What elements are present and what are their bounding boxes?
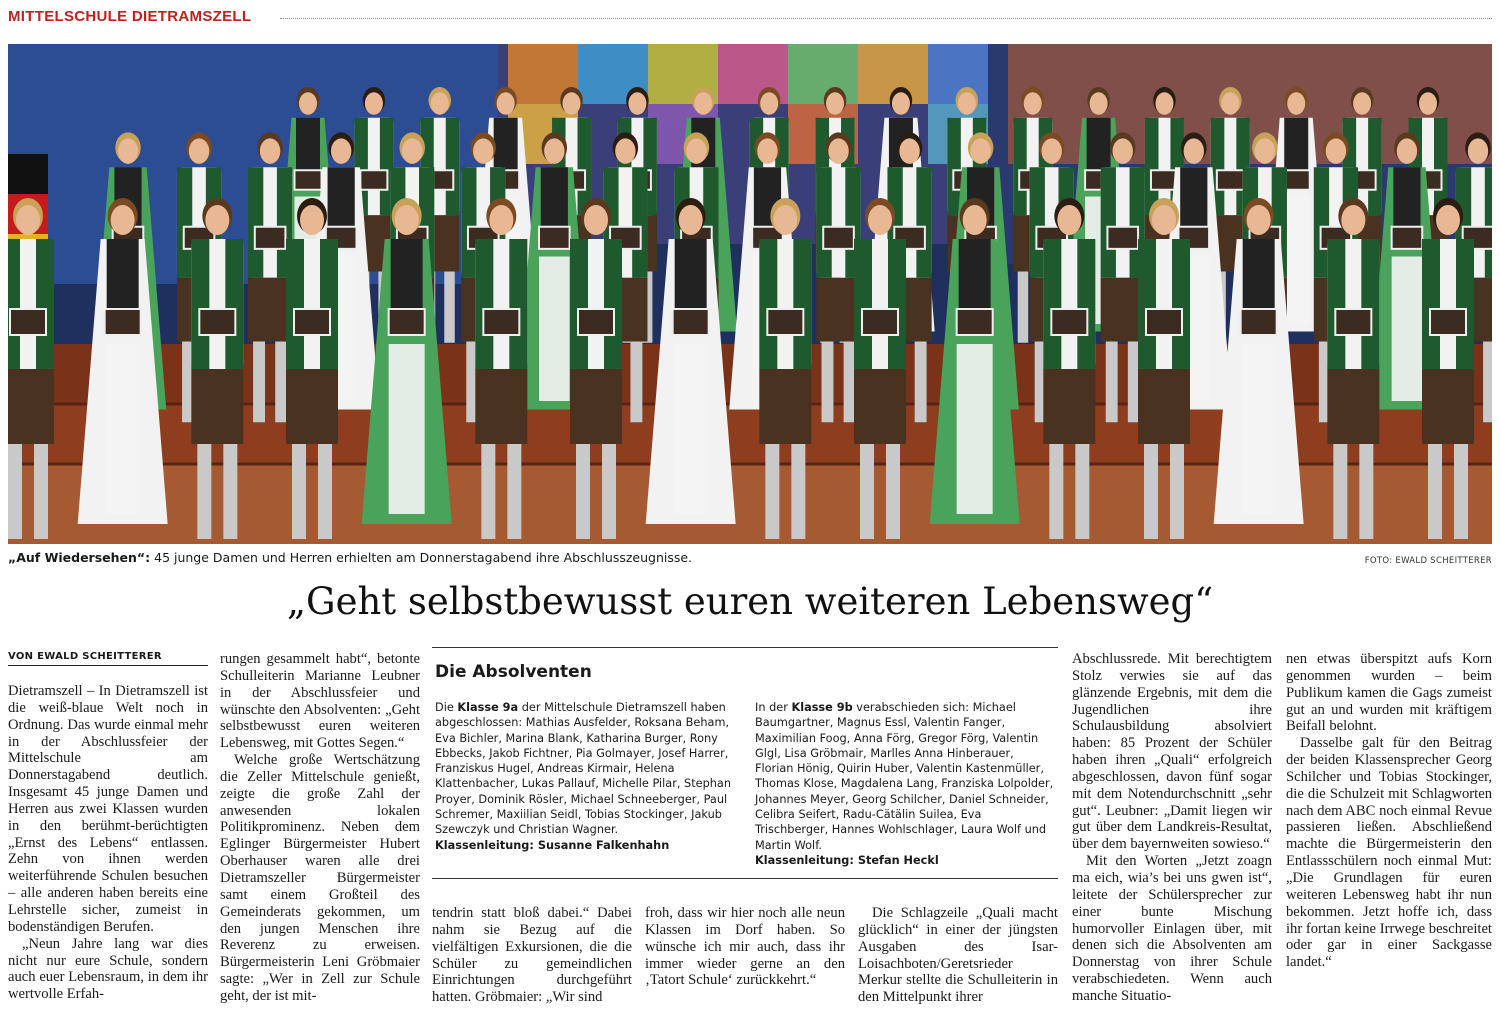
paragraph: tendrin statt bloß dabei.“ Dabei nahm sie Bezug auf die vielfältigen Exkursionen, die die Schüler zu gemeindlichen Einrichtungen durchgeführt hatten. Gröbmaier: „Wir sind	[432, 905, 632, 1006]
class-9b-name: Klasse 9b	[791, 701, 853, 714]
class-9a-names: der Mittelschule Dietramszell haben abgeschlossen: Mathias Ausfelder, Roksana Beham, Eva Bichler, Marina Blank, Katharina Burger, Rony Ebbecks, Jakob Fichtner, Pia Golmayer, Josef Harrer, Franziskus Hugel, Andreas Kirmair, Helena Klattenbacher, Lukas Pallauf, Michelle Pilar, Stephan Proyer, Dominik Rösler, Michael Schneeberger, Paul Schremer, Maxiilian Seidl, Tobias Stockinger, Jakub Szewczyk und Christian Wagner.	[435, 701, 732, 837]
caption-lead: „Auf Wiedersehen“:	[8, 550, 151, 565]
caption-text: 45 junge Damen und Herren erhielten am Donnerstagabend ihre Abschlusszeugnisse.	[150, 550, 693, 565]
paragraph: nen etwas überspitzt aufs Korn genommen wurden – beim Publikum kamen die Gags zumeist gut an und wurden mit kräftigem Beifall belohnt.	[1286, 651, 1492, 735]
section-header	[8, 6, 1492, 28]
section-rule	[280, 18, 1492, 19]
column-6	[1072, 651, 1272, 1005]
column-4	[645, 905, 845, 989]
paragraph: „Neun Jahre lang war dies nicht nur eure Schule, sondern auch euer Lebensraum, in dem ihr wertvolle Erfah-	[8, 935, 208, 1003]
box-title: Die Absolventen	[435, 662, 592, 682]
photo-credit: FOTO: EWALD SCHEITTERER	[1364, 556, 1492, 566]
byline: VON EWALD SCHEITTERER	[8, 651, 208, 666]
class-9a-teacher: Klassenleitung: Susanne Falkenhahn	[435, 838, 670, 852]
class-9b-pre: In der	[755, 701, 792, 714]
column-5	[858, 905, 1058, 1006]
paragraph: rungen gesammelt habt“, betonte Schulleiterin Marianne Leubner in der Abschlussfeier und wünschte den Absolventen: „Geht selbstbewusst euren weiteren Lebensweg, mit Gottes Segen.“	[220, 651, 420, 752]
class-9b-names: verabschieden sich: Michael Baumgartner, Magnus Essl, Valentin Fanger, Maximilian Foog, Anna Förg, Gregor Förg, Valentin Glgl, Lisa Gröbmair, Marlles Anna Hinberauer, Florian Hönig, Quirin Huber, Valentin Kastenmüller, Thomas Klose, Magdalena Lang, Franziska Lolpolder, Johannes Meyer, Georg Schilcher, Daniel Schneider, Celibra Seifert, Radu-Cätälin Suilea, Eva Trischberger, Hannes Wohlschlager, Laura Wolf und Martin Wolf.	[755, 701, 1054, 852]
group-photo	[8, 44, 1492, 544]
paragraph: froh, dass wir hier noch alle neun Klassen im Dorf haben. So wünsche ich mir auch, dass ihr immer wieder gerne an den ‚Tatort Schule‘ zurückkehrt.“	[645, 905, 845, 989]
paragraph: Mit den Worten „Jetzt zoagn ma eich, wia’s bei uns gwen ist“, leitete der Schülersprecher zur einer bunte Mischung humorvoller Einlagen über, mit denen sich die Absolventen am Donnerstag von ihrer Schule verabschiedeten. Wenn auch manche Situatio-	[1072, 853, 1272, 1004]
paragraph: Dasselbe galt für den Beitrag der beiden Klassensprecher Georg Schilcher und Tobias Stockinger, die die Schulzeit mit Schlagworten nach dem ABC noch einmal Revue passieren ließen. Abschließend machte die Bürgermeisterin den Entlassschülern noch einmal Mut: „Die Grundlagen für euren weiteren Lebensweg habt ihr nun bekommen. Jetzt hoffe ich, dass ihr fortan keine Irrwege beschreitet oder gar in einer Sackgasse landet.“	[1286, 735, 1492, 971]
class-9b-teacher: Klassenleitung: Stefan Heckl	[755, 853, 939, 867]
paragraph: Abschlussrede. Mit berechtigtem Stolz verwies sie auf das glänzende Ergebnis, mit dem die Jugendlichen ihre Schulausbildung absolviert haben: 85 Prozent der Schüler haben ihren „Quali“ erfolgreich abgeschlossen, davon fünf sogar mit dem Notendurchschnitt „sehr gut“. Leubner: „Damit liegen wir gut über dem Landkreis-Resultat, über dem bayernweiten sowieso.“	[1072, 651, 1272, 853]
paragraph: Die Schlagzeile „Quali macht glücklich“ in einer der jüngsten Ausgaben des Isar-Loisachboten/Geretsrieder Merkur stellte die Schulleiterin in den Mittelpunkt ihrer	[858, 905, 1058, 1006]
column-7	[1286, 651, 1492, 971]
class-9a-list	[435, 700, 741, 853]
graduates-box	[432, 647, 1058, 879]
photo-caption	[8, 550, 1108, 565]
headline: „Geht selbstbewusst euren weiteren Lebensweg“	[286, 580, 1214, 623]
column-3	[432, 905, 632, 1006]
paragraph: Dietramszell – In Dietramszell ist die weiß-blaue Welt noch in Ordnung. Das wurde einmal mehr in der Abschlussfeier der Mittelschule am Donnerstagabend deutlich. Insgesamt 45 junge Damen und Herren aus zwei Klassen wurden in den berühmt-berüchtigten „Ernst des Lebens“ entlassen. Zehn von ihnen werden weiterführende Schulen besuchen – alle anderen haben bereits eine Lehrstelle sicher, zumeist in bodenständigen Berufen.	[8, 683, 208, 935]
column-2	[220, 651, 420, 1005]
section-title: MITTELSCHULE DIETRAMSZELL	[8, 8, 252, 25]
column-1	[8, 683, 208, 1003]
class-9a-name: Klasse 9a	[457, 701, 519, 714]
class-9b-list	[755, 700, 1055, 868]
paragraph: Welche große Wertschätzung die Zeller Mittelschule genießt, zeigte die große Zahl der anwesenden lokalen Politikprominenz. Neben dem Eglinger Bürgermeister Hubert Oberhauser waren alle drei Dietramszeller Bürgermeister samt einem Großteil des Gemeinderats gekommen, um den jungen Menschen ihre Reverenz zu erweisen. Bürgermeisterin Leni Gröbmaier sagte: „Wer in Zell zur Schule geht, der ist mit-	[220, 752, 420, 1004]
class-9a-pre: Die	[435, 701, 458, 714]
